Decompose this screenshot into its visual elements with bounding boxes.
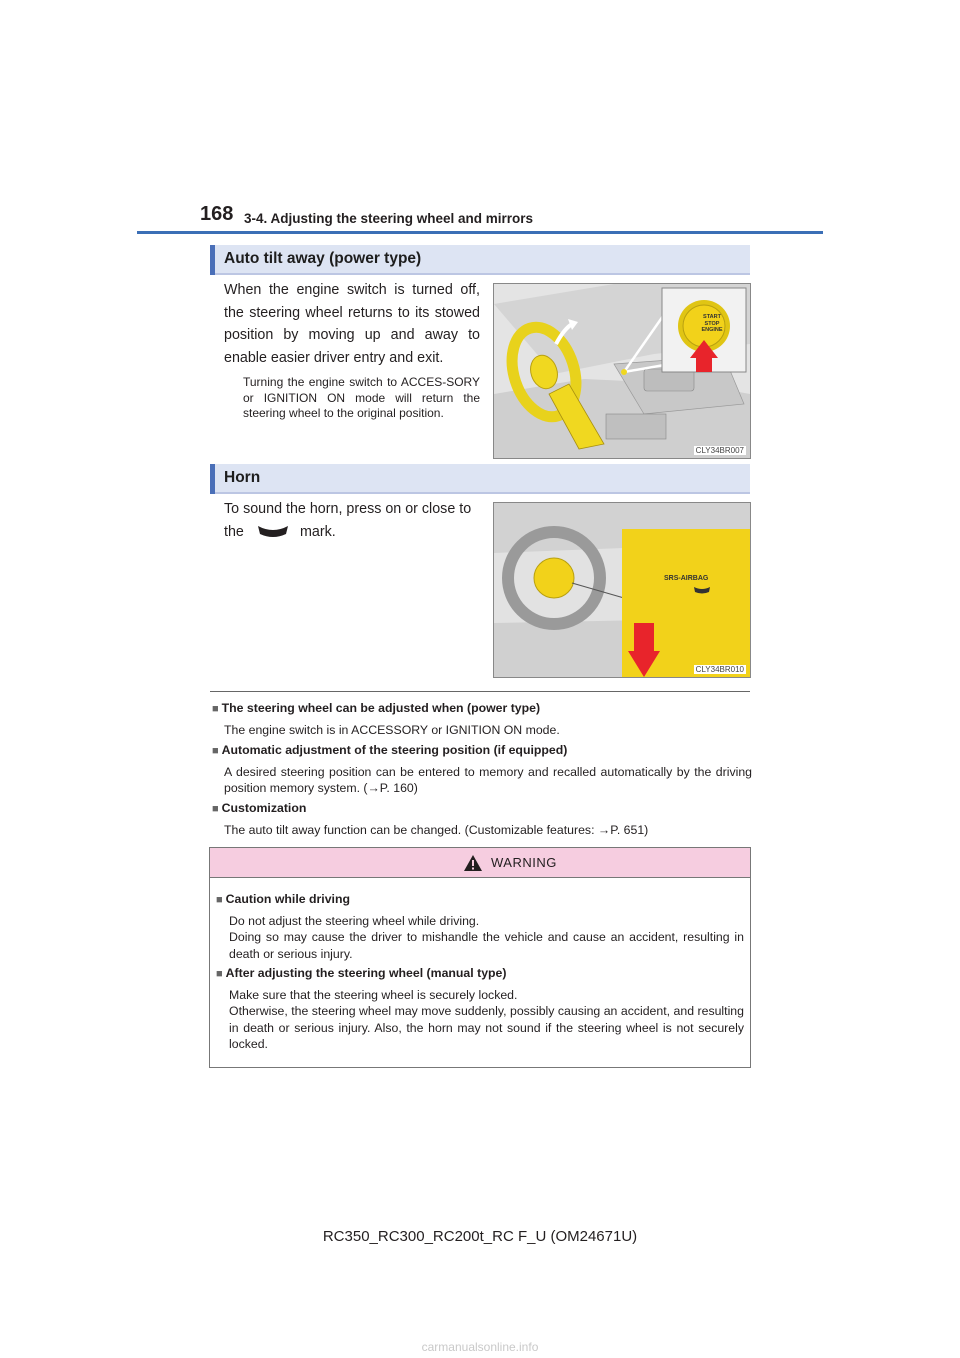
notes-divider	[210, 691, 750, 692]
figure-code: CLY34BR007	[695, 446, 744, 455]
square-bullet-icon: ■	[212, 803, 219, 815]
horn-illustration	[493, 502, 751, 678]
note-customization: ■ Customization The auto tilt away function can be changed. (Customizable features: →P. 651)	[212, 801, 649, 837]
warning-box	[209, 847, 751, 1068]
square-bullet-icon: ■	[216, 894, 223, 906]
start-stop-button-label: START STOP ENGINE	[701, 314, 723, 333]
square-bullet-icon: ■	[212, 703, 219, 715]
auto-tilt-text: When the engine switch is turned off, the steering wheel returns to its stowed position by moving up and away to enable easier driver entry and exit.	[224, 282, 480, 366]
auto-tilt-illustration	[493, 283, 751, 459]
square-bullet-icon: ■	[212, 745, 219, 757]
section-heading-text: Horn	[224, 469, 261, 486]
horn-icon	[256, 524, 290, 540]
footer-model-code: RC350_RC300_RC200t_RC F_U (OM24671U)	[322, 1228, 638, 1245]
header-rule	[137, 231, 823, 234]
square-bullet-icon: ■	[216, 968, 223, 980]
note-power-type: ■ The steering wheel can be adjusted when (power type) The engine switch is in ACCESSORY or IGNITION ON mode.	[212, 701, 560, 737]
section-title: 3-4. Adjusting the steering wheel and mirrors	[244, 211, 534, 226]
page-number: 168	[200, 203, 234, 225]
warning-header	[210, 848, 750, 878]
warning-section-caution: ■ Caution while driving Do not adjust the steering wheel while driving. Doing so may cause the driver to mishandle the vehicle and cause an accident, resulting in death or serious injury.	[216, 892, 744, 961]
horn-text	[224, 498, 486, 543]
srs-airbag-label: SRS-AIRBAG	[664, 575, 709, 582]
watermark: carmanualsonline.info	[421, 1340, 539, 1354]
note-automatic-adjustment: ■ Automatic adjustment of the steering position (if equipped) A desired steering position can be entered to memory and recalled automatically by the driving position memory system. (→P. 160)	[212, 743, 752, 795]
figure-code: CLY34BR010	[695, 665, 744, 674]
horn-text-line1: To sound the horn, press on or close to	[224, 501, 472, 517]
section-heading-horn	[210, 464, 750, 494]
warning-triangle-icon	[463, 854, 483, 872]
warning-section-after-adjusting: ■ After adjusting the steering wheel (manual type) Make sure that the steering wheel is securely locked. Otherwise, the steering wheel may move suddenly, possibly causing an accident, and resulting in death or serious injury. Also, the horn may not sound if the steering wheel is not securely locked.	[216, 966, 744, 1051]
horn-text-line2: the mark.	[224, 523, 336, 540]
warning-label: WARNING	[491, 855, 557, 870]
section-heading-auto-tilt	[210, 245, 750, 275]
auto-tilt-note: Turning the engine switch to ACCES-SORY or IGNITION ON mode will return the steering wheel to the original position.	[243, 375, 480, 420]
section-heading-text: Auto tilt away (power type)	[224, 250, 422, 267]
